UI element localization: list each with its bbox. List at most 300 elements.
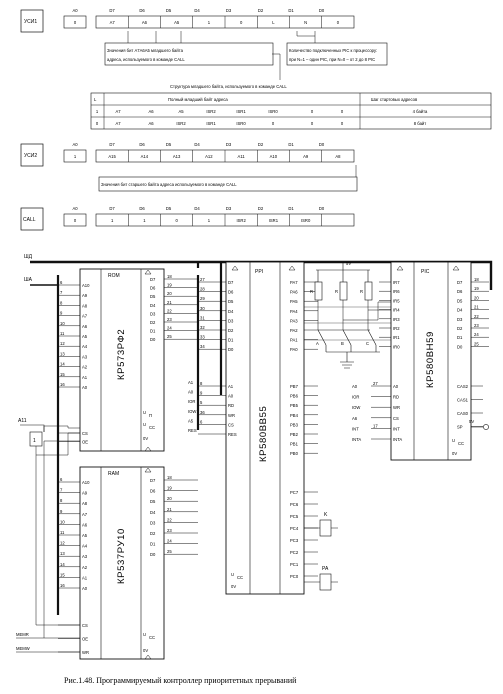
rom-address-pin-num: 12 xyxy=(60,341,65,347)
ram-address-pin-label: A2 xyxy=(82,564,88,570)
pic-cas-pin-label: CAS1 xyxy=(457,397,468,403)
structure-header-right: Шаг стартовых адресов xyxy=(371,97,418,102)
icw1-cell: A6 xyxy=(141,20,147,25)
ppi-port-a-pin-label: PA2 xyxy=(290,328,298,333)
rom-address-pin-num: 10 xyxy=(60,320,65,326)
ppi-port-a-pin-label: PA3 xyxy=(290,318,298,324)
rom-data-pin-num: 18 xyxy=(167,274,172,279)
pic-data-pin-label: D7 xyxy=(457,280,463,285)
rom-address-pin-num: 14 xyxy=(60,361,65,367)
icw2-note: Значения бит старшего байта адреса используемого в команде CALL xyxy=(101,182,237,187)
structure-cell: 0 xyxy=(310,121,314,126)
pic-data-pin-label: D0 xyxy=(457,344,463,350)
ppi-port-b-pin-label: PB1 xyxy=(290,441,298,447)
call-register xyxy=(21,206,354,230)
ram-address-pin-num: 16 xyxy=(60,583,65,588)
ram-data-pin-label: D4 xyxy=(150,509,156,515)
rom-name: ROM xyxy=(108,273,120,279)
pic-control-pin-num: 27 xyxy=(373,381,378,386)
ram-address-pin-label: A7 xyxy=(82,511,88,517)
ram-address-pin-label: A9 xyxy=(82,490,88,496)
ram-address-pin-label: A8 xyxy=(82,501,88,507)
icw2-header: D1 xyxy=(288,142,294,147)
ram-address-pin-num: 7 xyxy=(60,487,63,493)
ppi-control-signal: A0 xyxy=(188,389,194,395)
ppi-port-c-pin-label: PC1 xyxy=(290,562,299,567)
icw2-header: D5 xyxy=(165,142,172,147)
pic-data-pin-num: 19 xyxy=(474,286,479,292)
icw2-cell: A10 xyxy=(269,154,278,159)
ppi-port-c-pin-label: PC4 xyxy=(290,526,299,531)
ppi-port-a-pin-label: PA1 xyxy=(290,337,298,343)
rom-address-pin-label: A3 xyxy=(82,354,88,360)
pic-data-pin-num: 22 xyxy=(474,313,479,319)
ram-address-pin-label: A3 xyxy=(82,554,88,560)
pic-data-pin-label: D4 xyxy=(457,307,463,313)
ram-address-pin-num: 10 xyxy=(60,519,65,525)
ppi-port-a-pin-label: PA7 xyxy=(290,280,298,285)
ram-address-pin-num: 6 xyxy=(60,477,63,482)
ppi-control-signal: RES xyxy=(188,428,197,433)
ppi-data-pin-label: D2 xyxy=(228,328,234,333)
icw1-header: D1 xyxy=(288,8,294,13)
ram-data-pin-num: 23 xyxy=(167,528,172,533)
supply-label: 5V xyxy=(346,261,352,266)
ppi-port-a-pin-label: PA4 xyxy=(290,308,298,314)
rom-data-pin-num: 24 xyxy=(167,325,172,331)
structure-header-mid: Полный младший байт адреса xyxy=(168,97,228,102)
rom-data-pin-label: D5 xyxy=(150,294,156,300)
pic-ir-pin-label: IR3 xyxy=(393,316,400,322)
ppi-control-pin-num: 6 xyxy=(200,419,203,425)
pic-data-pin-num: 24 xyxy=(474,332,479,338)
ppi-data-pin-num: 34 xyxy=(200,344,205,350)
ram-address-pin-label: A5 xyxy=(82,533,88,538)
rom-address-pin-num: 15 xyxy=(60,371,65,377)
pic-data-pin-num: 23 xyxy=(474,323,479,328)
structure-cell: ISR1 xyxy=(206,121,216,126)
ppi-power-label: CC xyxy=(237,575,244,580)
pic-control-signal: INT xyxy=(352,426,359,432)
ppi-chip xyxy=(188,262,318,594)
ppi-data-pin-num: 29 xyxy=(200,296,205,302)
ram-control-pin-label: OE xyxy=(82,636,89,642)
structure-cell: A6 xyxy=(148,121,154,126)
rom-address-pin-label: A1 xyxy=(82,374,88,380)
icw2-register xyxy=(21,142,357,191)
pic-control-pin-label: WR xyxy=(393,405,400,411)
rom-control-pin-label: CS xyxy=(82,431,88,436)
rom-control-pin-label: OE xyxy=(82,439,89,445)
ram-data-pin-num: 22 xyxy=(167,517,172,523)
ppi-data-pin-label: D3 xyxy=(228,318,234,324)
icw1-label: УСИ1 xyxy=(24,19,38,25)
ram-data-pin-num: 21 xyxy=(167,506,172,512)
icw2-header: D2 xyxy=(257,142,264,147)
structure-cell: 0 xyxy=(310,109,314,114)
ram-address-pin-label: A6 xyxy=(82,522,88,528)
rom-power-label: CC xyxy=(149,425,156,430)
ppi-data-pin-label: D7 xyxy=(228,280,234,285)
structure-cell: A6 xyxy=(148,109,154,114)
ppi-port-b-pin-label: PB4 xyxy=(290,412,298,418)
icw1-header: D6 xyxy=(139,8,145,13)
ram-data-pin-label: D1 xyxy=(150,541,156,547)
rom-address-pin-num: 8 xyxy=(60,300,63,306)
ram-address-pin-num: 11 xyxy=(60,530,65,535)
ram-address-pin-num: 13 xyxy=(60,551,65,557)
structure-cell: ISR2 xyxy=(206,109,216,114)
pic-name: PIC xyxy=(421,269,430,275)
ppi-port-b-pin-label: PB2 xyxy=(290,432,298,437)
icw2-header: A0 xyxy=(72,142,78,147)
call-label: CALL xyxy=(23,217,36,223)
ram-address-pin-num: 12 xyxy=(60,540,65,546)
rom-address-pin-num: 11 xyxy=(60,331,65,336)
call-cell: 0 xyxy=(73,218,77,223)
icw1-cell: 0 xyxy=(73,20,77,25)
rom-data-pin-num: 19 xyxy=(167,282,172,288)
switch-c-label: C xyxy=(366,341,370,346)
rom-data-pin-num: 20 xyxy=(167,291,172,297)
ppi-control-pin-num: 5 xyxy=(200,400,203,406)
ppi-data-pin-num: 32 xyxy=(200,325,205,330)
ppi-data-pin-num: 28 xyxy=(200,286,205,292)
ram-address-pin-num: 8 xyxy=(60,498,63,504)
icw1-cell: A5 xyxy=(174,20,180,25)
pic-cas-pin-label: CAS2 xyxy=(457,384,468,389)
ram-data-pin-label: D7 xyxy=(150,478,156,483)
ram-data-pin-label: D6 xyxy=(150,488,156,494)
ppi-port-c-pin-label: PC5 xyxy=(290,514,299,519)
ppi-control-pin-label: RES xyxy=(228,432,237,437)
ppi-data-pin-label: D6 xyxy=(228,289,234,295)
pic-cas-pin-label: SP xyxy=(457,424,463,430)
call-header: A0 xyxy=(72,206,78,211)
resistor-label-1: R xyxy=(310,289,314,294)
icw1-note-left-2: адреса, используемого в команде CALL xyxy=(107,57,185,62)
icw1-header: D7 xyxy=(109,8,115,13)
pic-control-pin-label: CS xyxy=(393,415,399,421)
call-cell: 0 xyxy=(175,218,178,223)
structure-cell: ISR1 xyxy=(236,109,246,114)
rom-address-pin-label: A7 xyxy=(82,313,88,319)
ram-power-label: U xyxy=(143,632,147,637)
ppi-control-pin-label: RD xyxy=(228,403,235,409)
ppi-port-c-pin-label: PC7 xyxy=(290,490,299,495)
call-header: D2 xyxy=(257,206,264,211)
structure-table xyxy=(91,84,491,129)
ppi-port-a-pin-label: PA0 xyxy=(290,347,298,353)
icw2-cell: A11 xyxy=(237,154,245,159)
structure-cell: ISR0 xyxy=(268,109,278,114)
ram-data-pin-num: 20 xyxy=(167,496,172,502)
relay-k-label: K xyxy=(324,512,328,518)
structure-cell: A7 xyxy=(115,121,121,126)
sp-supply-label: 5V xyxy=(469,419,475,424)
ppi-name: PPI xyxy=(255,269,264,275)
call-header: D5 xyxy=(165,206,172,211)
ppi-port-b-pin-label: PB0 xyxy=(290,451,298,457)
icw1-cell: N xyxy=(304,20,308,25)
rom-data-pin-label: D2 xyxy=(150,320,156,325)
rom-power-label: 0V xyxy=(143,436,149,441)
structure-cell: ISR0 xyxy=(236,121,246,126)
switch-b-label: B xyxy=(341,341,344,346)
rom-address-pin-label: A8 xyxy=(82,303,88,309)
icw1-note-left-1: Значения бит A7A6A5 младшего байта xyxy=(107,48,183,53)
ram-address-pin-num: 14 xyxy=(60,561,65,567)
memr-label: MEMR xyxy=(16,632,29,637)
switch-a-label: A xyxy=(316,341,319,346)
pic-control-signal: A0 xyxy=(352,384,358,389)
rom-power-label: U xyxy=(143,410,147,415)
structure-header-l: L xyxy=(94,97,97,102)
ram-data-pin-num: 25 xyxy=(167,549,172,555)
pic-control-signal: INTA xyxy=(352,437,362,442)
rom-chip xyxy=(58,269,198,451)
pic-ir-pin-label: IR6 xyxy=(393,289,400,295)
call-cell: 1 xyxy=(143,218,146,223)
pic-ir-pin-label: IR1 xyxy=(393,335,400,341)
rom-data-pin-label: D3 xyxy=(150,311,156,317)
icw1-cell: 1 xyxy=(207,20,211,25)
pic-ir-pin-label: IR4 xyxy=(393,307,400,313)
pic-control-pin-label: RD xyxy=(393,394,400,400)
ppi-port-c-pin-label: PC2 xyxy=(290,550,299,555)
call-cell: 1 xyxy=(110,218,114,223)
relay-pa-label: PA xyxy=(322,566,329,572)
icw2-cell: A9 xyxy=(303,154,309,159)
ppi-data-pin-label: D0 xyxy=(228,347,234,353)
icw1-header: D3 xyxy=(225,8,232,13)
ppi-port-b-pin-label: PB5 xyxy=(290,403,298,409)
ram-address-pin-label: A4 xyxy=(82,543,88,549)
pic-ir-pin-label: IR7 xyxy=(393,280,400,285)
rom-data-pin-num: 21 xyxy=(167,299,172,305)
ppi-port-b-pin-label: PB7 xyxy=(290,384,298,389)
ppi-control-pin-num: 8 xyxy=(200,381,203,386)
ram-data-pin-label: D2 xyxy=(150,531,156,536)
ram-data-pin-num: 24 xyxy=(167,538,172,544)
ppi-power-label: 0V xyxy=(231,584,237,589)
ram-power-label: CC xyxy=(149,635,156,640)
rom-data-pin-num: 25 xyxy=(167,334,172,340)
pic-data-pin-num: 18 xyxy=(474,277,479,282)
icw2-cell: A12 xyxy=(205,154,213,159)
call-cell: ISR0 xyxy=(300,218,311,223)
icw1-header: D4 xyxy=(194,8,200,13)
ppi-port-c-pin-label: PC0 xyxy=(290,574,299,579)
pic-data-pin-label: D3 xyxy=(457,316,463,322)
ram-power-label: 0V xyxy=(143,648,149,653)
icw1-cell: 0 xyxy=(239,20,243,25)
ppi-data-pin-num: 30 xyxy=(200,305,205,311)
structure-cell: 0 xyxy=(340,109,344,114)
ppi-power-label: U xyxy=(231,572,235,577)
rom-power-label: U xyxy=(143,422,147,427)
ppi-control-signal: IOW xyxy=(188,408,197,414)
icw2-cell: A15 xyxy=(108,154,116,159)
icw2-cell: 1 xyxy=(73,154,77,159)
rom-data-pin-num: 23 xyxy=(167,317,172,322)
memw-label: MEMW xyxy=(16,646,30,651)
icw1-cell: 0 xyxy=(336,20,340,25)
icw2-cell: A8 xyxy=(335,154,341,159)
ram-name: RAM xyxy=(108,471,120,477)
call-header: D0 xyxy=(318,206,325,211)
rom-data-pin-label: D6 xyxy=(150,285,156,291)
ppi-control-pin-num: 9 xyxy=(200,390,203,396)
icw2-header: D4 xyxy=(194,142,200,147)
ppi-control-pin-label: A1 xyxy=(228,384,234,389)
ppi-port-a-pin-label: PA5 xyxy=(290,299,298,305)
pic-ir-pin-label: IR0 xyxy=(393,344,400,350)
ppi-data-pin-label: D5 xyxy=(228,299,234,305)
rom-address-pin-num: 7 xyxy=(60,290,63,296)
rom-address-pin-num: 13 xyxy=(60,351,65,357)
icw1-cell: L xyxy=(272,20,275,25)
icw2-header: D0 xyxy=(318,142,325,147)
icw2-header: D6 xyxy=(139,142,145,147)
resistor-switch-network xyxy=(304,261,391,368)
ppi-port-a-pin-label: PA6 xyxy=(290,289,298,295)
structure-title: Структура младшего байта, используемого в команде CALL xyxy=(170,84,287,89)
rom-address-pin-num: 16 xyxy=(60,382,65,387)
pic-data-pin-num: 20 xyxy=(474,295,479,301)
pic-control-pin-label: INTA xyxy=(393,437,403,442)
rom-data-pin-label: D1 xyxy=(150,328,156,334)
resistor-label-2: R xyxy=(335,289,339,294)
call-header: D3 xyxy=(225,206,232,211)
pic-data-pin-num: 21 xyxy=(474,304,479,310)
ram-data-pin-num: 19 xyxy=(167,485,172,491)
call-cell: ISR2 xyxy=(236,218,246,223)
resistor-label-3: R xyxy=(360,289,364,294)
structure-cell: A7 xyxy=(115,109,121,114)
ppi-port-b-pin-label: PB3 xyxy=(290,422,298,428)
pic-data-pin-label: D6 xyxy=(457,289,463,295)
ram-control-pin-label: WR xyxy=(82,650,89,655)
rom-address-pin-label: A2 xyxy=(82,364,88,370)
ppi-data-pin-num: 31 xyxy=(200,315,205,321)
ram-data-pin-label: D3 xyxy=(150,520,156,526)
inverter-label: 1 xyxy=(33,438,36,444)
ppi-control-signal: A5 xyxy=(188,418,194,424)
rom-address-pin-label: A6 xyxy=(82,323,88,329)
sha-label: ША xyxy=(24,277,32,283)
pic-control-signal: IOW xyxy=(352,405,361,411)
icw2-header: D3 xyxy=(225,142,232,147)
icw1-header: D2 xyxy=(257,8,264,13)
icw1-register xyxy=(21,8,354,32)
rom-address-pin-label: A4 xyxy=(82,344,88,350)
call-header: D1 xyxy=(288,206,294,211)
icw1-header: D0 xyxy=(318,8,325,13)
rom-data-pin-num: 22 xyxy=(167,308,172,314)
pic-control-pin-label: INT xyxy=(393,426,400,432)
pic-cas-pin-label: CAS0 xyxy=(457,411,468,416)
structure-cell: 0 xyxy=(95,121,99,126)
icw1-cell: A7 xyxy=(109,20,115,25)
rom-data-pin-label: D0 xyxy=(150,337,156,343)
pic-control-signal: IOR xyxy=(352,394,360,400)
pic-data-pin-num: 25 xyxy=(474,341,479,347)
icw1-header: A0 xyxy=(72,8,78,13)
ram-data-pin-num: 18 xyxy=(167,475,172,480)
call-cell: ISR1 xyxy=(268,218,279,223)
a11-label: A11 xyxy=(18,418,27,424)
structure-cell: 0 xyxy=(271,121,275,126)
ram-data-pin-label: D5 xyxy=(150,499,156,505)
rom-part: КР573РФ2 xyxy=(116,328,127,380)
pic-control-pin-num: 17 xyxy=(373,423,378,429)
ppi-control-signal: IOR xyxy=(188,399,196,405)
icw1-note-right-2: при N=1 – один PIC, при N=0 – от 2 до 8 PIC xyxy=(289,57,376,62)
ppi-port-b-pin-label: PB6 xyxy=(290,393,298,399)
ram-control-pin-label: CS xyxy=(82,623,88,628)
call-cell: 1 xyxy=(207,218,211,223)
pic-data-pin-label: D1 xyxy=(457,335,463,341)
ram-address-pin-label: A10 xyxy=(82,480,90,485)
ppi-control-pin-label: A0 xyxy=(228,393,234,399)
ram-part: КР537РУ10 xyxy=(116,528,127,584)
icw2-header: D7 xyxy=(109,142,115,147)
ram-address-pin-label: A1 xyxy=(82,575,88,581)
ppi-data-pin-label: D1 xyxy=(228,337,234,343)
ppi-port-c-pin-label: PC3 xyxy=(290,538,299,543)
rom-address-pin-num: 9 xyxy=(60,310,63,316)
pic-power-label: CC xyxy=(458,441,465,446)
figure-caption: Рис.1.48. Программируемый контроллер приоритетных прерываний xyxy=(64,676,297,685)
pic-power-label: U xyxy=(452,438,456,443)
rom-address-pin-label: A0 xyxy=(82,385,88,390)
ppi-control-signal: A1 xyxy=(188,380,194,385)
structure-cell: 4 байта xyxy=(412,109,428,114)
ram-address-pin-num: 9 xyxy=(60,508,63,514)
pic-power-label: 0V xyxy=(452,451,458,456)
ppi-data-pin-num: 27 xyxy=(200,277,205,282)
call-header: D7 xyxy=(109,206,115,211)
rom-address-pin-label: A9 xyxy=(82,293,88,299)
ram-data-pin-label: D0 xyxy=(150,552,156,558)
pic-control-signal: A6 xyxy=(352,415,358,421)
structure-cell: ISR2 xyxy=(176,121,186,126)
rom-data-pin-label: D7 xyxy=(150,277,156,282)
ppi-control-pin-label: CS xyxy=(228,422,234,428)
ppi-control-pin-label: WR xyxy=(228,412,235,418)
icw2-cell: A13 xyxy=(172,154,181,159)
ppi-data-pin-num: 33 xyxy=(200,334,205,340)
shd-label: ШД xyxy=(24,254,32,260)
structure-cell: A5 xyxy=(178,109,184,114)
call-header: D6 xyxy=(139,206,145,211)
ram-address-pin-num: 15 xyxy=(60,572,65,578)
call-header: D4 xyxy=(194,206,200,211)
pic-chip xyxy=(352,262,489,460)
relays xyxy=(304,512,338,590)
icw1-header: D5 xyxy=(165,8,172,13)
ppi-data-pin-label: D4 xyxy=(228,308,234,314)
ppi-part: КР580ВВ55 xyxy=(258,405,269,462)
rom-address-pin-num: 6 xyxy=(60,280,63,285)
pic-data-pin-label: D2 xyxy=(457,326,463,331)
icw2-label: УСИ2 xyxy=(24,153,38,159)
ppi-port-c-pin-label: PC6 xyxy=(290,502,299,507)
structure-cell: 1 xyxy=(95,109,99,114)
structure-cell: 0 xyxy=(340,121,344,126)
ram-chip xyxy=(58,467,198,659)
